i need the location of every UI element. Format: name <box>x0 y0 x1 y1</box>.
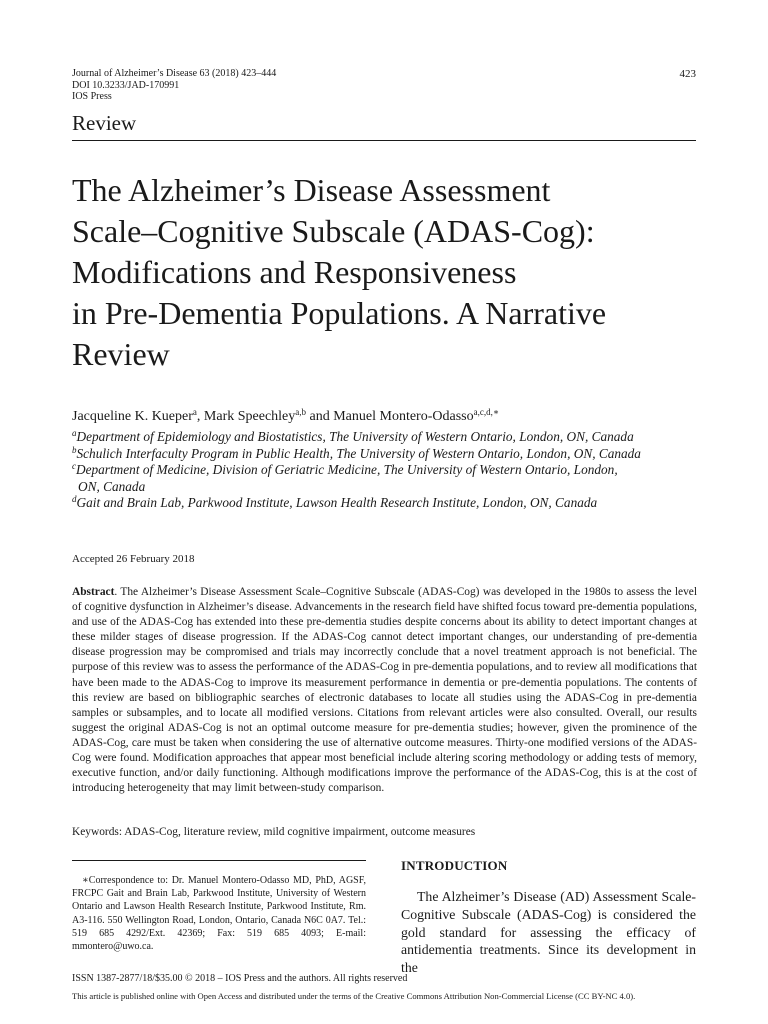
title-line: Modifications and Responsiveness <box>72 254 517 290</box>
author-separator: , <box>196 409 204 424</box>
title-line: in Pre-Dementia Populations. A Narrative <box>72 295 607 331</box>
title-line: Review <box>72 336 170 372</box>
affiliation-mark: b <box>72 444 77 455</box>
author-name: Jacqueline K. Kueper <box>72 409 193 424</box>
header-rule <box>72 140 696 141</box>
affiliations <box>72 429 702 512</box>
license-notice: This article is published online with Open Access and distributed under the terms of the Creative Commons Attribution Non-Commercial License (CC BY-NC 4.0). <box>72 991 636 1001</box>
journal-info <box>72 68 276 103</box>
affiliation-mark: a <box>72 428 77 438</box>
correspondence-footnote: ∗Correspondence to: Dr. Manuel Montero-Odasso MD, PhD, AGSF, FRCPC Gait and Brain Lab, Parkwood Institute, University of Western Ontario and Lawson Health Research Institute, Parkwood Institute, Rm. A3-116. 550 Wellington Road, London, Ontario, Canada N6C 0A7. Tel.: 519 685 4292/Ext. 42369; Fax: 519 685 4093; E-mail: mmontero@uwo.ca. <box>72 875 366 953</box>
journal-citation: Journal of Alzheimer’s Disease 63 (2018) 423–444 <box>72 68 277 79</box>
author-affil-mark: a,c,d,∗ <box>473 407 499 417</box>
affiliation-text: Schulich Interfaculty Program in Public Health, The University of Western Ontario, London, ON, Canada <box>76 445 641 461</box>
title-line: The Alzheimer’s Disease Assessment <box>72 172 551 208</box>
affiliation <box>72 446 702 463</box>
accepted-date: Accepted 26 February 2018 <box>72 553 195 565</box>
introduction-paragraph: The Alzheimer’s Disease (AD) Assessment Scale-Cognitive Subscale (ADAS-Cog) is considered the gold standard for assessing the efficacy of antidementia treatments. Since its development in the <box>401 889 696 976</box>
title-line: Scale–Cognitive Subscale (ADAS-Cog): <box>72 213 595 249</box>
keywords: Keywords: ADAS-Cog, literature review, mild cognitive impairment, outcome measures <box>72 826 476 838</box>
abstract-text: . The Alzheimer’s Disease Assessment Scale–Cognitive Subscale (ADAS-Cog) was developed in the 1980s to assess the level of cognitive dysfunction in Alzheimer’s disease. Advancements in the research field have shifted focus toward pre-dementia populations, and use of the ADAS-Cog has extended into these pre-dementia studies despite concerns about its ability to detect important changes at these milder stages of disease progression. If the ADAS-Cog cannot detect important changes, our understanding of pre-dementia disease progression may be compromised and trials may incorrectly conclude that a novel treatment approach is not beneficial. The purpose of this review was to assess the performance of the ADAS-Cog in pre-dementia populations, and to review all modifications that have been made to the ADAS-Cog to improve its measurement performance in dementia or pre-dementia populations. The contents of this review are based on bibliographic searches of electronic databases to locate all studies using the ADAS-Cog in pre-dementia samples or subsamples, and to locate all modified versions. Citations from relevant articles were also consulted. Overall, our results suggest the original ADAS-Cog is not an optimal outcome measure for pre-dementia studies; however, given the prominence of the ADAS-Cog, care must be taken when considering the use of alternative outcome measures. Thirty-one modified versions of the ADAS-Cog were found. Modification approaches that appear most beneficial include altering scoring methodology or adding tests of memory, executive function, and/or daily functioning. Although modifications improve the performance of the ADAS-Cog, this is at the cost of introducing heterogeneity that may limit between-study comparison. <box>72 586 697 795</box>
doi: DOI 10.3233/JAD-170991 <box>72 79 180 91</box>
affiliation <box>72 495 702 512</box>
introduction-heading: INTRODUCTION <box>401 858 508 873</box>
affiliation <box>72 429 702 446</box>
affiliation-text: Department of Medicine, Division of Geriatric Medicine, The University of Western Ontario, London, <box>76 462 618 477</box>
footnote-rule <box>72 860 366 861</box>
publisher: IOS Press <box>72 91 112 102</box>
abstract <box>72 585 697 796</box>
affiliation-text: Department of Epidemiology and Biostatistics, The University of Western Ontario, London, ON, Canada <box>76 429 634 444</box>
author-affil-mark: a <box>192 407 197 417</box>
author-name: Mark Speechley <box>203 409 296 424</box>
page-number: 423 <box>679 68 696 80</box>
article-type-label: Review <box>72 111 137 135</box>
abstract-label: Abstract <box>72 586 115 598</box>
author-separator: and <box>306 409 334 424</box>
affiliation-mark: c <box>72 461 76 471</box>
affiliation-mark: d <box>72 494 77 504</box>
affiliation-text: Gait and Brain Lab, Parkwood Institute, Lawson Health Research Institute, London, ON, Canada <box>76 495 598 510</box>
author-list <box>72 408 499 426</box>
author-name: Manuel Montero-Odasso <box>333 409 474 424</box>
affiliation-continuation: ON, Canada <box>78 478 146 494</box>
article-title <box>72 170 702 375</box>
issn-copyright: ISSN 1387-2877/18/$35.00 © 2018 – IOS Press and the authors. All rights reserved <box>72 973 408 984</box>
author-affil-mark: a,b <box>295 407 307 417</box>
affiliation <box>72 462 702 479</box>
